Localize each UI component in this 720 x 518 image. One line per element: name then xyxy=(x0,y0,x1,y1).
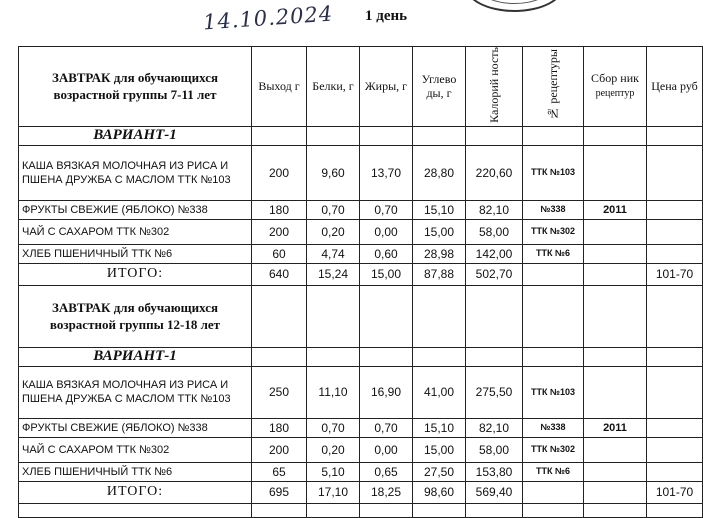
variant-row-1 xyxy=(19,126,703,145)
col-recipe-header xyxy=(523,47,584,127)
trailing-empty-row xyxy=(19,503,703,517)
handwritten-date: 14.10.2024 xyxy=(202,1,334,35)
col-recipe-label: № рецептуры xyxy=(545,49,560,121)
col-output-header: Выход г xyxy=(252,47,307,127)
col-collection-sub: рецептур xyxy=(595,88,635,100)
table-row: ФРУКТЫ СВЕЖИЕ (ЯБЛОКО) №338 180 0,70 0,70 15,10 82,10 №338 2011 xyxy=(19,418,703,437)
total-row-2: ИТОГО: 695 17,10 18,25 98,60 569,40 101-70 xyxy=(19,481,703,503)
col-carbs-header: Углево ды, г xyxy=(413,47,466,127)
total-row-1: ИТОГО: 640 15,24 15,00 87,88 502,70 101-70 xyxy=(19,263,703,285)
table-row: ХЛЕБ ПШЕНИЧНЫЙ ТТК №6 65 5,10 0,65 27,50 153,80 ТТК №6 xyxy=(19,462,703,481)
variant-label: ВАРИАНТ-1 xyxy=(19,347,252,366)
col-calories-header xyxy=(466,47,523,127)
table-row: ФРУКТЫ СВЕЖИЕ (ЯБЛОКО) №338 180 0,70 0,70 15,10 82,10 №338 2011 xyxy=(19,200,703,219)
table-row: ХЛЕБ ПШЕНИЧНЫЙ ТТК №6 60 4,74 0,60 28,98 142,00 ТТК №6 xyxy=(19,244,703,263)
total-price: 101-70 xyxy=(647,263,703,285)
table-header-row xyxy=(19,47,703,127)
table-row: КАША ВЯЗКАЯ МОЛОЧНАЯ ИЗ РИСА И ПШЕНА ДРУЖБА С МАСЛОМ ТТК №103 250 11,10 16,90 41,00 275,50 ТТК №103 xyxy=(19,366,703,418)
total-price: 101-70 xyxy=(647,481,703,503)
menu-table xyxy=(18,46,703,518)
variant-label: ВАРИАНТ-1 xyxy=(19,126,252,145)
total-label: ИТОГО: xyxy=(19,263,252,285)
table-row: ЧАЙ С САХАРОМ ТТК №302 200 0,20 0,00 15,00 58,00 ТТК №302 xyxy=(19,219,703,244)
group2-title: ЗАВТРАК для обучающихся возрастной группы 12-18 лет xyxy=(19,285,252,347)
day-heading: 1 день xyxy=(365,8,408,24)
group2-header-row xyxy=(19,285,703,347)
variant-row-2 xyxy=(19,347,703,366)
col-collection-header xyxy=(584,47,647,127)
col-collection-label: Сбор ник xyxy=(591,71,639,86)
col-protein-header: Белки, г xyxy=(307,47,360,127)
col-calories-label: Калорий ность xyxy=(486,47,501,123)
table-row: ЧАЙ С САХАРОМ ТТК №302 200 0,20 0,00 15,00 58,00 ТТК №302 xyxy=(19,437,703,462)
col-price-header: Цена руб xyxy=(647,47,703,127)
table-row: КАША ВЯЗКАЯ МОЛОЧНАЯ ИЗ РИСА И ПШЕНА ДРУЖБА С МАСЛОМ ТТК №103 200 9,60 13,70 28,80 220,60 ТТК №103 xyxy=(19,145,703,200)
total-label: ИТОГО: xyxy=(19,481,252,503)
col-fat-header: Жиры, г xyxy=(360,47,413,127)
group1-title: ЗАВТРАК для обучающихся возрастной группы 7-11 лет xyxy=(19,47,252,127)
official-stamp xyxy=(465,0,564,12)
